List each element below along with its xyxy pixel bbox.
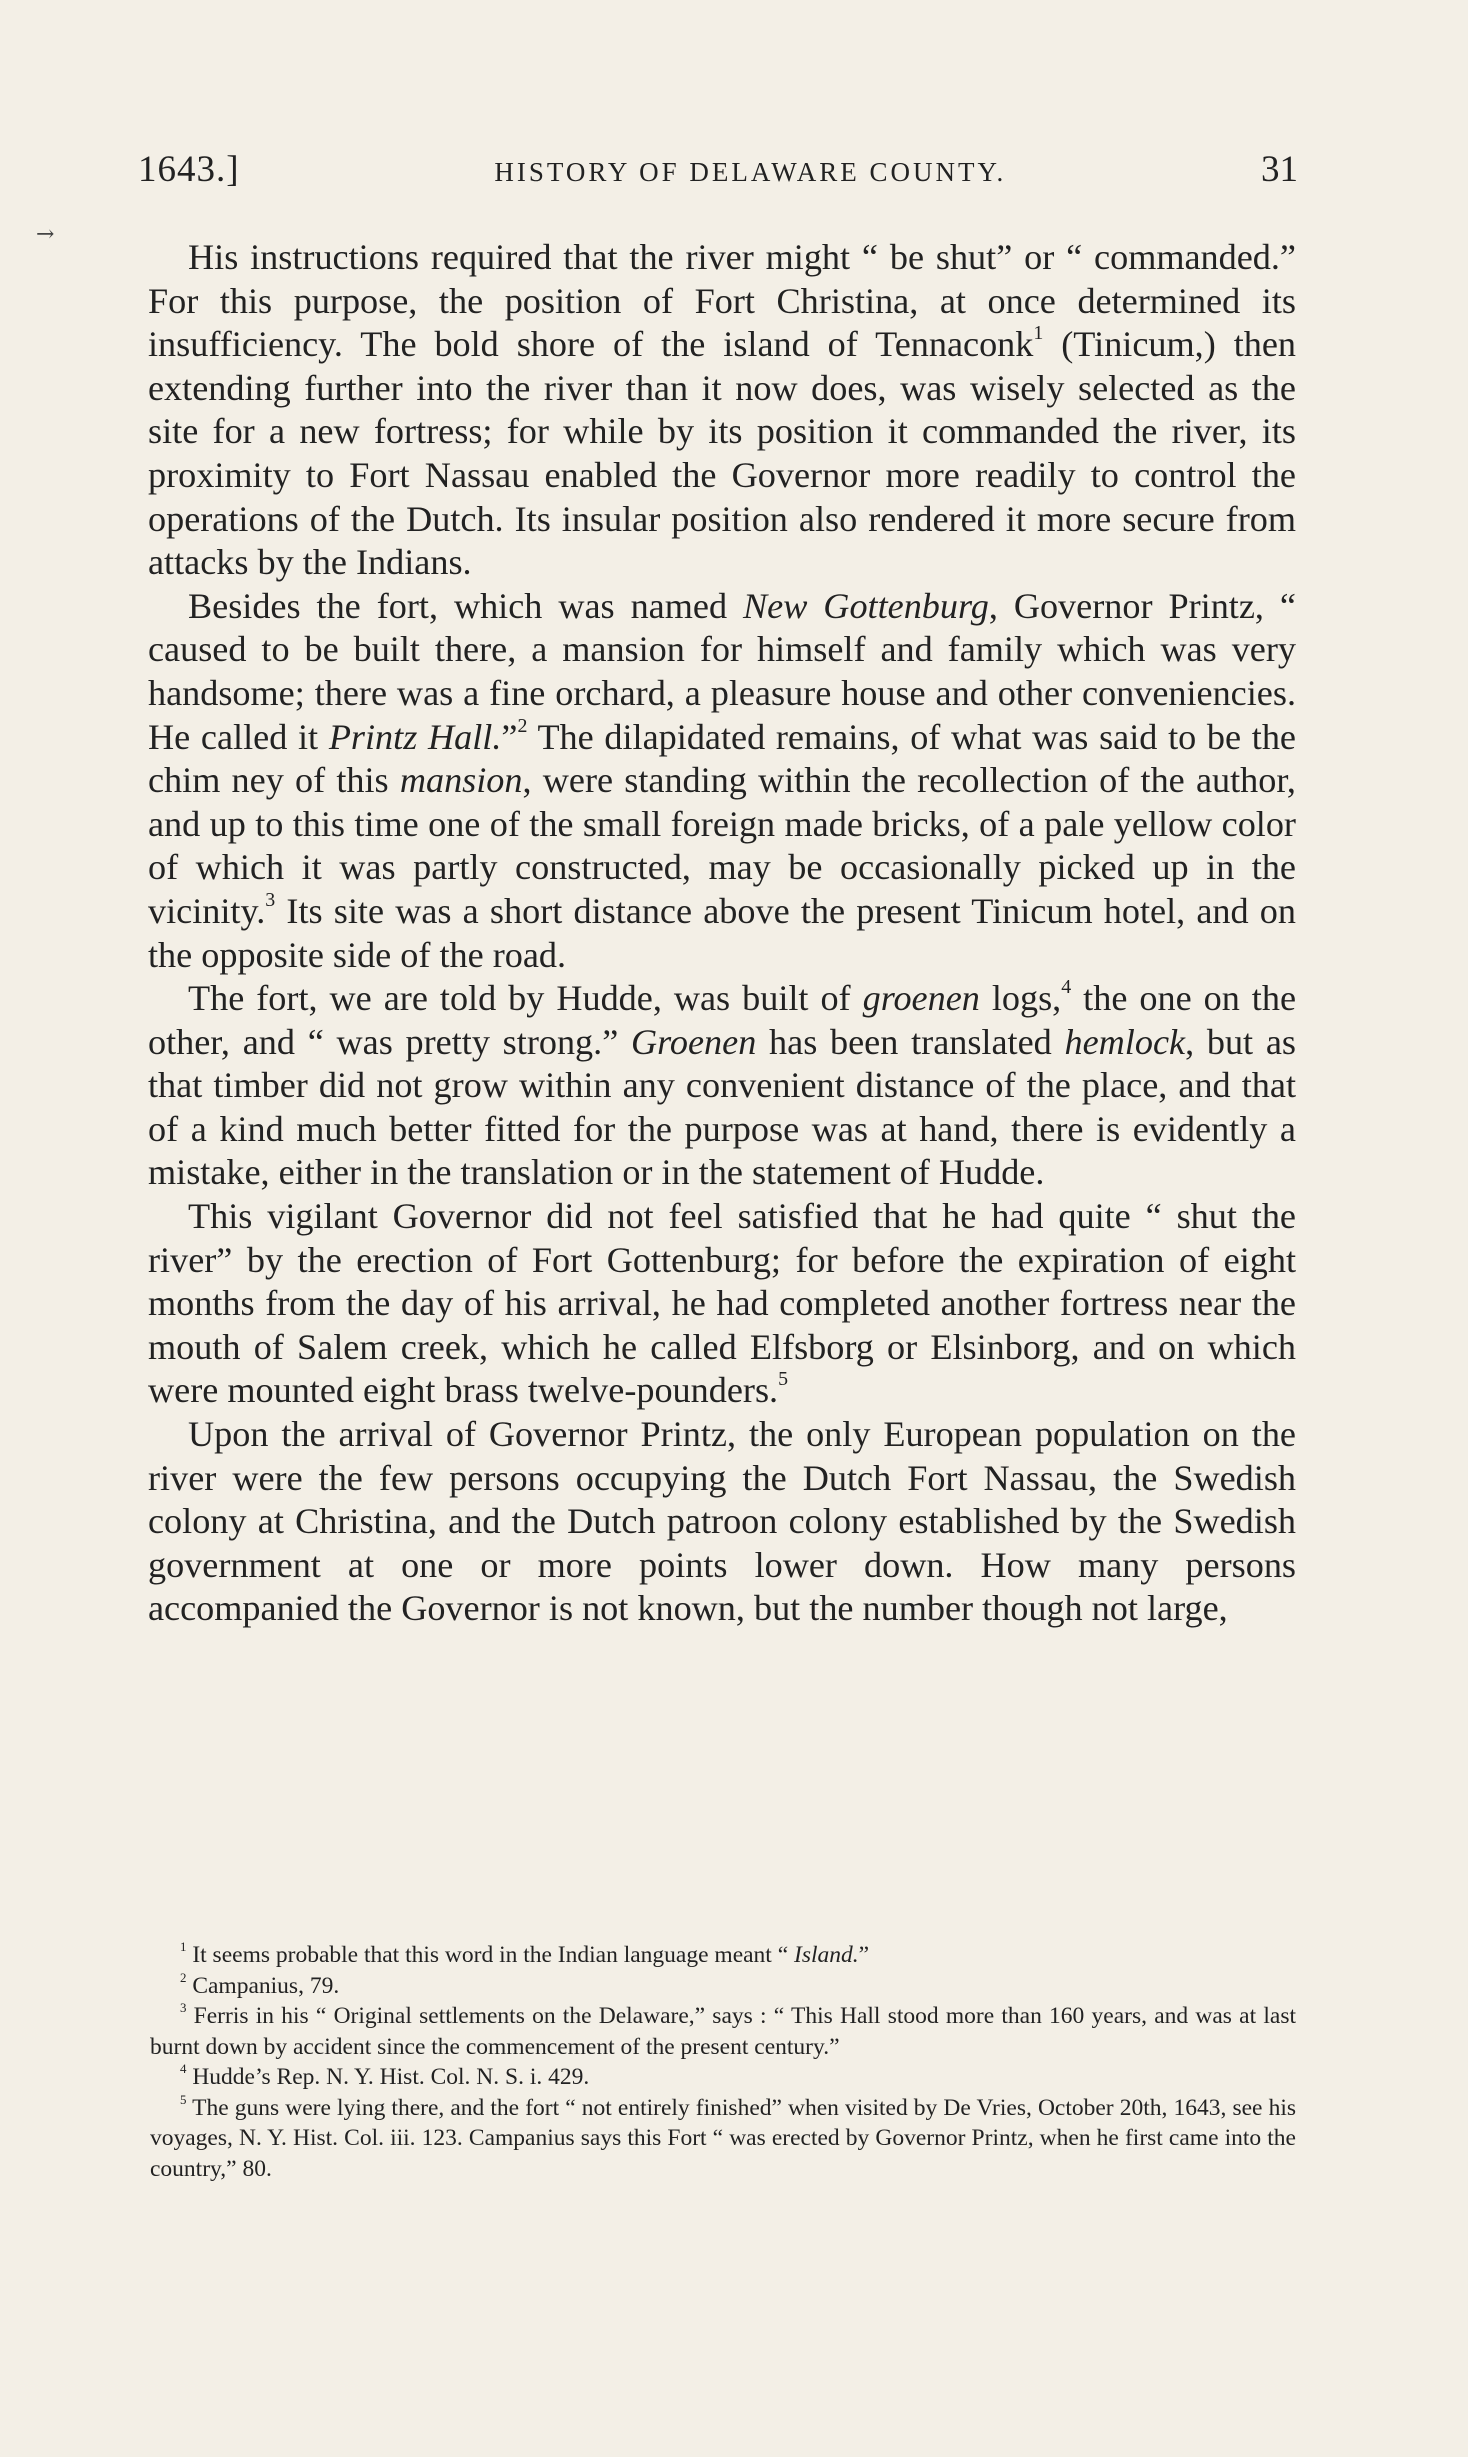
text-run: Ferris in his “ Original settlements on the Delaware,” says : “ This Hall stood more than 160 years, and was at last burnt down by accident since the commencement of the present century.” [150,2003,1296,2060]
italic-text: mansion [399,760,523,801]
footnote-marker: 4 [1061,976,1072,999]
text-run: The dilapidated remains, of what was said to be the chim ney of this [148,716,1296,801]
italic-text: Island. [794,1942,859,1968]
text-run: , but as that timber did not grow within any convenient distance of the place, and that of a kind much better fitted for the purpose was at hand, there is evidently a mistake, either in the translation or in the statement of Hudde. [148,1021,1297,1193]
paragraph [148,977,1296,1195]
header-year: 1643.] [138,149,240,190]
footnote-marker: 2 [517,714,528,737]
main-text [148,236,1296,1631]
footnote-marker: 5 [778,1368,789,1391]
text-run: It seems probable that this word in the Indian language meant “ [186,1942,795,1968]
footnote-marker: 3 [180,2000,187,2016]
italic-text: New Gottenburg [743,585,989,626]
text-run: His instructions required that the river might “ be shut” or “ commanded.” For this purpose, the position of Fort Christina, at once determined its insufficiency. The bold shore of the island of Tennaconk [148,237,1296,365]
footnote-marker: 4 [180,2061,187,2077]
footnote-marker: 1 [180,1939,187,1955]
footnote-marker: 2 [180,1969,187,1985]
text-run: (Tinicum,) then extending further into the river than it now does, was wisely selected as the site for a new fortress; for while by its position it commanded the river, its proximity to Fort Nassau enabled the Governor more readily to control the operations of the Dutch. Its insular position also rendered it more secure from attacks by the Indians. [148,324,1296,583]
footnote [150,2001,1296,2062]
header-title: HISTORY OF DELAWARE COUNTY. [494,157,1007,187]
text-run: logs, [979,978,1062,1019]
footnote [150,1940,1296,1971]
text-run: , were standing within the recollection of the author, and up to this time one of the small foreign made bricks, of a pale yellow color of which it was partly constructed, may be occasionally picked up in the vicinity. [148,760,1296,931]
text-run: This vigilant Governor did not feel satisfied that he had quite “ shut the river” by the erection of Fort Gottenburg; for before the expiration of eight months from the day of his arrival, he had completed another fortress near the mouth of Salem creek, which he called Elfsborg or Elsinborg, and on which were mounted eight brass twelve-pounders. [148,1196,1296,1411]
margin-mark: → [36,222,55,247]
running-header [138,148,1298,192]
footnote [150,1971,1296,2002]
paragraph [148,236,1296,585]
footnotes [150,1940,1296,2184]
italic-text: groenen [862,978,980,1019]
text-run: The guns were lying there, and the fort “ not entirely finished” when visited by De Vries, October 20th, 1643, see his voyages, N. Y. Hist. Col. iii. 123. Campanius says this Fort “ was erected by Governor Printz, when he first came into the country,” 80. [150,2094,1296,2182]
italic-text: hemlock [1064,1021,1186,1062]
italic-text: Groenen [631,1021,757,1062]
text-run: ” [501,716,518,757]
text-run: Hudde’s Rep. N. Y. Hist. Col. N. S. i. 429. [186,2064,590,2090]
text-run: Campanius, 79. [186,1972,340,1999]
footnote [150,2093,1296,2185]
footnote-marker: 1 [1033,322,1044,345]
paragraph [148,1413,1296,1631]
footnote-marker: 3 [265,888,276,911]
text-run: has been translated [756,1021,1065,1062]
text-run: ” [858,1942,870,1968]
page-number: 31 [1260,149,1298,190]
text-run: Besides the fort, which was named [188,585,744,626]
paragraph [148,1195,1296,1413]
text-run: , Governor Printz, “ caused to be built there, a mansion for himself and family which was very handsome; there was a fine orchard, a pleasure house and other conveniencies. He called it [148,585,1296,757]
text-run: Its site was a short distance above the present Tinicum hotel, and on the opposite side of the road. [148,890,1296,975]
text-run: The fort, we are told by Hudde, was built of [188,978,863,1019]
footnote [150,2062,1296,2093]
footnote-marker: 5 [180,2091,187,2107]
italic-text: Printz Hall. [328,716,502,757]
paragraph [148,585,1296,977]
text-run: Upon the arrival of Governor Printz, the only European population on the river were the few persons occupying the Dutch Fort Nassau, the Swedish colony at Christina, and the Dutch patroon colony established by the Swedish government at one or more points lower down. How many persons accompanied the Governor is not known, but the number though not large, [148,1414,1296,1629]
text-run: the one on the other, and “ was pretty strong.” [148,978,1297,1062]
